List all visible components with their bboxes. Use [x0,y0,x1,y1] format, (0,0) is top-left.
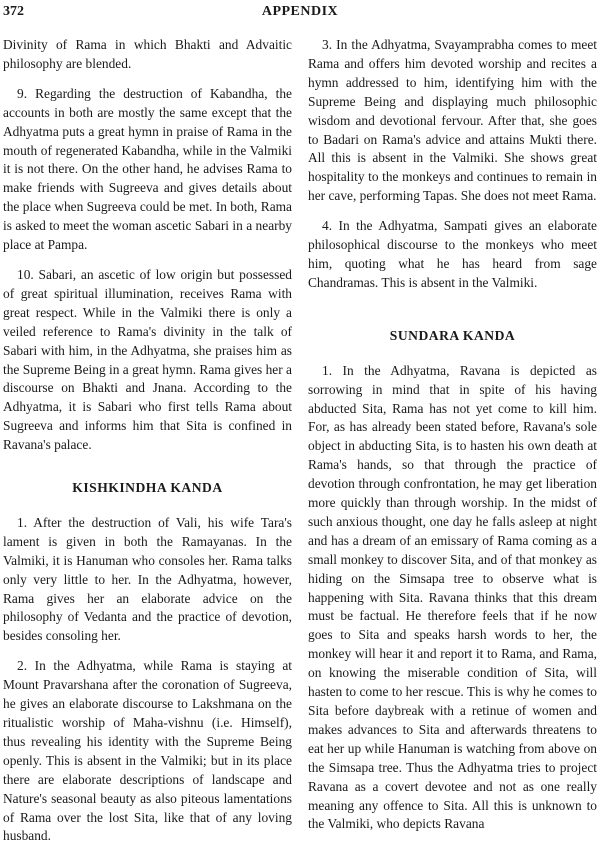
kishkindha-paragraph-4: 4. In the Adhyatma, Sampati gives an elaborate philosophical discourse to the monkeys who meet him, quoting what he has heard from sage Chandramas. This is absent in the Valmiki. [308,218,597,290]
paragraph-9: 9. Regarding the destruction of Kabandha, the accounts in both are mostly the same except that the Adhyatma puts a great hymn in praise of Rama in the mouth of regenerated Kabandha, while in the Valmiki it is not there. On the other hand, he advises Rama to make friends with Sugreeva and gives details about the place when Sugreeva could be met. In both, Rama is asked to meet the woman ascetic Sabari in a nearby place at Pampa. [3,85,292,253]
paragraph-10: 10. Sabari, an ascetic of low origin but possessed of great spiritual illumination, receives Rama with great respect. While in the Valmiki there is only a veiled reference to Rama's divinity in the talk of Sabari with him, in the Adhyatma, she praises him as the Supreme Being in a great hymn. Rama gives her a discourse on Bhakti and Jnana. According to the Adhyatma, it is Sabari who first tells Rama about Sugreeva and informs him that Sita is confined in Ravana's palace. [3,266,292,453]
section-heading-sundara: SUNDARA KANDA [389,327,516,343]
page-header [3,4,597,26]
left-column [3,36,292,857]
running-head: APPENDIX [261,4,339,19]
paragraph-continuation: Divinity of Rama in which Bhakti and Advaitic philosophy are blended. [3,37,292,71]
page-number: 372 [3,4,24,19]
right-column [308,36,597,845]
kishkindha-paragraph-1: 1. After the destruction of Vali, his wife Tara's lament is given in both the Ramayanas. In the Valmiki, it is Hanuman who consoles her. Rama talks only very little to her. In the Adhyatma, however, Rama gives her an elaborate advice on the philosophy of Vedanta and the practice of devotion, besides consoling her. [3,514,292,644]
kishkindha-paragraph-3: 3. In the Adhyatma, Svayamprabha comes to meet Rama and offers him devoted worship and recites a hymn addressed to him, identifying him with the Supreme Being and displaying much philosophic wisdom and devotional fervour. After that, she goes to Badari on Rama's advice and attains Mukti there. All this is absent in the Valmiki. She shows great hospitality to the monkeys and continues to remain in her cave, performing Tapas. She does not meet Rama. [308,37,597,204]
section-heading-kishkindha: KISHKINDHA KANDA [72,480,223,496]
kishkindha-paragraph-2: 2. In the Adhyatma, while Rama is staying at Mount Pravarshana after the coronation of Sugreeva, he gives an elaborate discourse to Lakshmana on the ritualistic worship of Maha-vishnu (i.e. Himself), thus revealing his identity with the Supreme Being openly. This is absent in the Valmiki; but in its place there are elaborate descriptions of landscape and Nature's seasonal beauty as also piteous lamentations of Rama over the lost Sita, like that of any loving husband. [3,658,292,844]
sundara-paragraph-1: 1. In the Adhyatma, Ravana is depicted as sorrowing in mind that in spite of his having abducted Sita, Rama has not yet come to kill him. For, as has already been stated before, Ravana's sole object in abducting Sita, is to hasten his own death at Rama's hands, so that through the practice of devotion through confrontation, he may get liberation more quickly than through worship. In the midst of such anxious thought, one day he falls asleep at night and has a dream of an emissary of Rama coming as a small monkey to discover Sita, and of that monkey as hiding on the Simsapa tree to observe what is happening with Sita. Ravana thinks that this dream must be factual. He therefore feels that if he now goes to Sita and speaks harsh words to her, the monkey will hear it and report it to Rama, and Rama, on knowing the miserable condition of Sita, will hasten to come to her rescue. This is why he comes to Sita before daybreak with a retinue of women and makes advances to Sita and afterwards threatens to eat her up while Hanuman is watching from above on the Simsapa tree. Thus the Adhyatma tries to project Ravana as a covert devotee and not as one really meaning any offence to Sita. All this is unknown to the Valmiki, who depicts Ravana [308,362,597,832]
